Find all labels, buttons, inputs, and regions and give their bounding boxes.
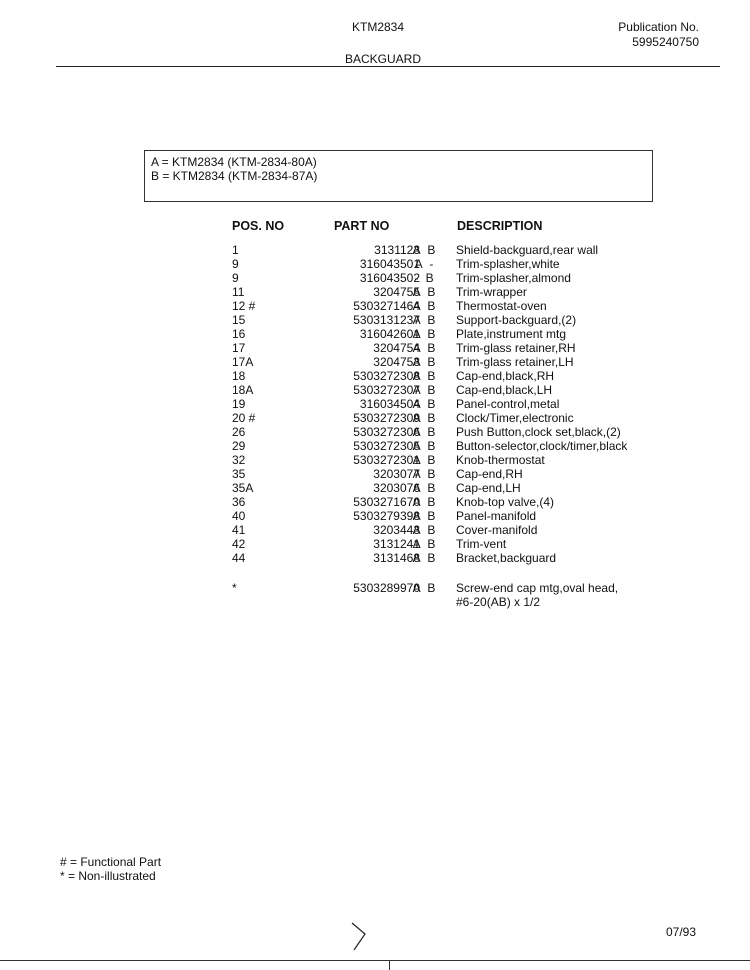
part-cell: 3203077 [373,467,420,481]
model-cell: A B [412,243,438,257]
model-cell: A B [412,467,438,481]
part-cell: 3204755 [373,285,420,299]
footer-tick [389,960,390,970]
part-cell: 5303272301 [353,453,420,467]
description-cell: Trim-splasher,almond [456,271,571,285]
part-cell: 5303279398 [353,509,420,523]
model-cell: A B [412,341,438,355]
pos-cell: 12 # [232,299,256,313]
footnote-non-illustrated: * = Non-illustrated [60,869,156,883]
model-cell: A B [412,285,438,299]
scan-mark-icon [345,920,375,956]
description-cell: Knob-top valve,(4) [456,495,555,509]
part-cell: 3204753 [373,355,420,369]
description-cell: Button-selector,clock/timer,black [456,439,628,453]
description-cell: Cover-manifold [456,523,538,537]
model-cell: A B [412,411,438,425]
description-cell: Panel-control,metal [456,397,560,411]
pos-cell: 16 [232,327,246,341]
publication-date: 07/93 [665,925,696,939]
description-cell: Trim-glass retainer,LH [456,355,574,369]
column-header-pos: POS. NO [232,219,285,233]
part-cell: 3204754 [373,341,420,355]
description-cell: Shield-backguard,rear wall [456,243,599,257]
part-cell: 316043501 [359,257,420,271]
part-cell: 316043502 [359,271,420,285]
column-header-part: PART NO [334,219,390,233]
part-cell: 5303289970 [353,581,420,595]
description-cell: Trim-splasher,white [456,257,560,271]
publication-label: Publication No. [618,20,699,34]
model-cell: A B [412,581,438,595]
pos-cell: 9 [232,257,239,271]
model-cell: A B [412,355,438,369]
pos-cell: 18A [232,383,254,397]
footnote-functional: # = Functional Part [60,855,162,869]
legend-line-b: B = KTM2834 (KTM-2834-87A) [151,169,318,183]
pos-cell: 19 [232,397,246,411]
column-header-description: DESCRIPTION [457,219,543,233]
model-cell: - B [414,271,436,285]
pos-cell: * [232,581,237,595]
description-cell: Trim-wrapper [456,285,527,299]
part-cell: 5303131237 [353,313,420,327]
model-cell: A B [412,327,438,341]
pos-cell: 41 [232,523,246,537]
pos-cell: 1 [232,243,239,257]
description-cell: Clock/Timer,electronic [456,411,574,425]
pos-cell: 11 [232,285,245,299]
description-cell: Bracket,backguard [456,551,557,565]
model-cell: A B [412,299,438,313]
model-cell: A B [412,551,438,565]
header-rule [56,66,720,67]
description-cell: Plate,instrument mtg [456,327,567,341]
description-cell: Trim-vent [456,537,507,551]
pos-cell: 17 [232,341,246,355]
model-cell: A B [412,313,438,327]
part-cell: 316042601 [359,327,420,341]
footer-rule [0,960,750,961]
description-cell: Trim-glass retainer,RH [456,341,576,355]
part-cell: 5303272307 [353,383,420,397]
legend-line-a: A = KTM2834 (KTM-2834-80A) [151,155,317,169]
model-cell: A B [412,397,438,411]
part-cell: 5303271464 [353,299,420,313]
model-cell: A B [412,383,438,397]
description-cell: Thermostat-oven [456,299,547,313]
part-cell: 5303271670 [353,495,420,509]
pos-cell: 35A [232,481,254,495]
description-cell: Knob-thermostat [456,453,545,467]
model-cell: A B [412,481,438,495]
pos-cell: 35 [232,467,246,481]
model-cell: A B [412,453,438,467]
pos-cell: 9 [232,271,239,285]
pos-cell: 26 [232,425,246,439]
part-cell: 3131468 [373,551,420,565]
pos-cell: 44 [232,551,246,565]
description-cell: Cap-end,black,RH [456,369,555,383]
description-cell: Cap-end,LH [456,481,521,495]
model-cell: A B [412,537,438,551]
model-cell: A B [412,509,438,523]
part-cell: 3203443 [373,523,420,537]
model-cell: A B [412,495,438,509]
pos-cell: 15 [232,313,246,327]
pos-cell: 32 [232,453,246,467]
section-title: BACKGUARD [345,52,422,66]
pos-cell: 20 # [232,411,256,425]
part-cell: 3131123 [374,243,420,257]
publication-number: 5995240750 [632,35,699,49]
publication-info [618,20,699,50]
pos-cell: 36 [232,495,246,509]
part-cell: 5303272308 [353,369,420,383]
part-cell: 5303272305 [353,439,420,453]
description-cell: Screw-end cap mtg,oval head, #6-20(AB) x 1/2 [456,581,619,609]
description-cell: Panel-manifold [456,509,537,523]
description-cell: Cap-end,black,LH [456,383,553,397]
part-cell: 316034504 [359,397,420,411]
model-cell: A - [414,257,436,271]
model-number: KTM2834 [352,20,405,34]
part-cell: 3131241 [373,537,420,551]
pos-cell: 18 [232,369,246,383]
part-cell: 5303272306 [353,425,420,439]
pos-cell: 40 [232,509,246,523]
description-cell: Support-backguard,(2) [456,313,577,327]
model-cell: A B [412,439,438,453]
model-cell: A B [412,523,438,537]
pos-cell: 42 [232,537,246,551]
description-cell: Cap-end,RH [456,467,523,481]
model-cell: A B [412,369,438,383]
description-cell: Push Button,clock set,black,(2) [456,425,621,439]
part-cell: 3203076 [373,481,420,495]
pos-cell: 29 [232,439,246,453]
part-cell: 5303272309 [353,411,420,425]
pos-cell: 17A [232,355,254,369]
model-cell: A B [412,425,438,439]
model-legend-box [144,150,653,202]
